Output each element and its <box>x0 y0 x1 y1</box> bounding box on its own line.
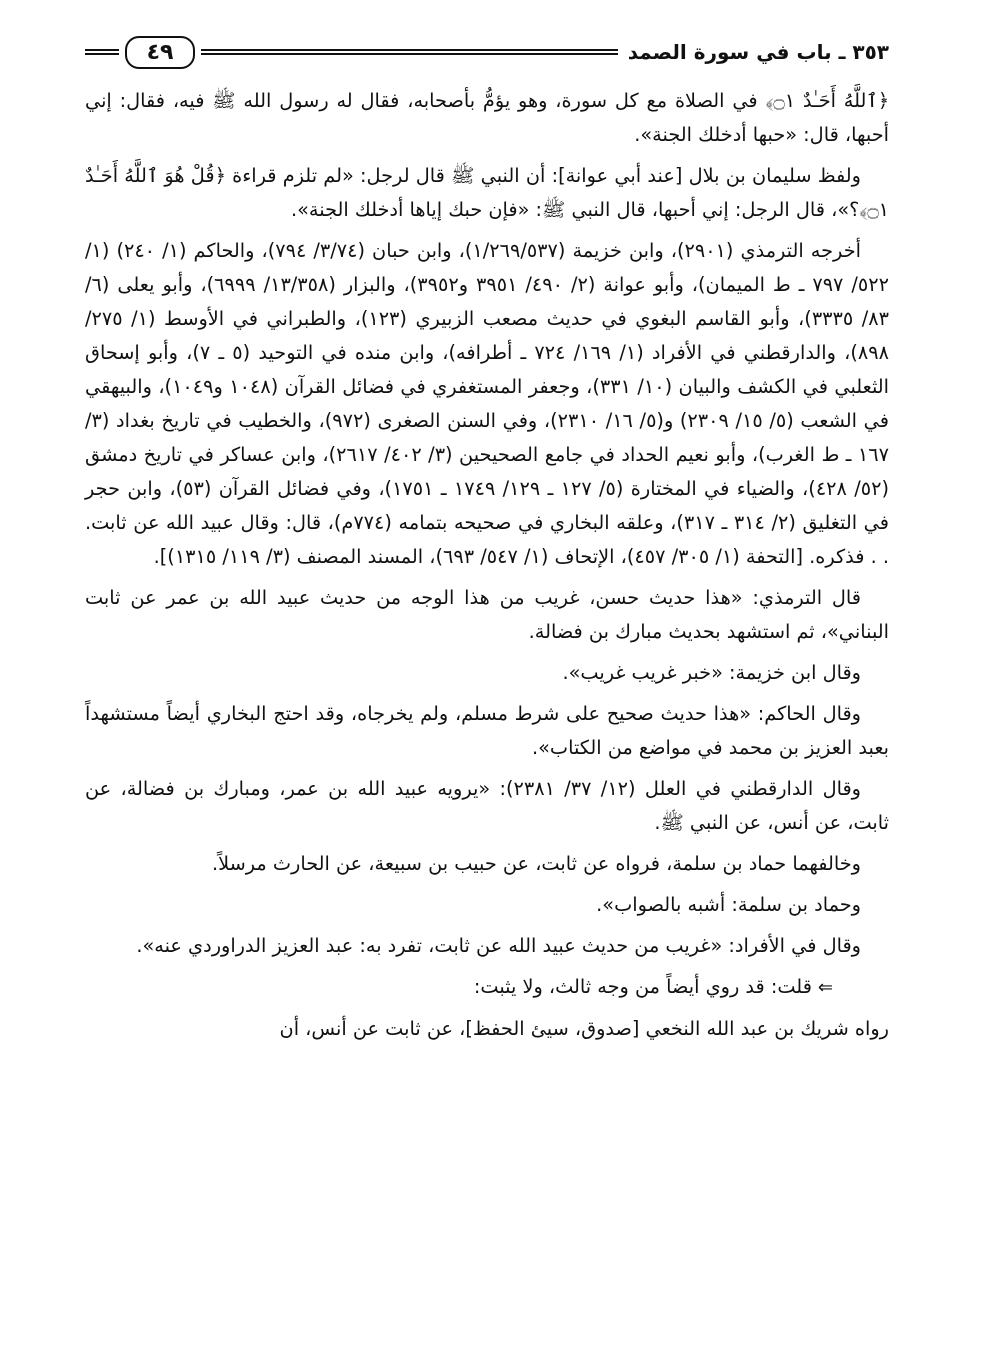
chapter-title: ٣٥٣ ـ باب في سورة الصمد <box>627 40 889 64</box>
page-number: ٤٩ <box>125 36 195 69</box>
paragraph: ولفظ سليمان بن بلال [عند أبي عوانة]: أن النبي ﷺ قال لرجل: «لم تلزم قراءة ﴿قُلْ هُوَ ٱللَّهُ أَحَـٰدٌ ۝١﴾؟»، قال الرجل: إني أحبها، قال النبي ﷺ: «فإن حبك إياها أدخلك الجنة». <box>85 164 889 221</box>
paragraph: وقال ابن خزيمة: «خبر غريب غريب». <box>562 661 861 684</box>
paragraph: أخرجه الترمذي (٢٩٠١)، وابن خزيمة (١/٢٦٩/٥٣٧)، وابن حبان (٣/٧٤/ ٧٩٤)، والحاكم (١/ ٢٤٠) (١/ ٥٢٢/ ٧٩٧ ـ ط الميمان)، وأبو عوانة (٢/ ٤٩٠/ ٣٩٥١ و٣٩٥٢)، والبزار (١٣/٣٥٨/ ٦٩٩٩)، وأبو يعلى (٦/ ٨٣/ ٣٣٣٥)، وأبو القاسم البغوي في حديث مصعب الزبيري (١٢٣)، والطبراني في الأوسط (١/ ٢٧٥/ ٨٩٨)، والدارقطني في الأفراد (١/ ١٦٩/ ٧٢٤ ـ أطرافه)، وابن منده في التوحيد (٥ ـ ٧)، وأبو إسحاق الثعلبي في الكشف والبيان (١٠/ ٣٣١)، وجعفر المستغفري في فضائل القرآن (١٠٤٨ و١٠٤٩)، والبيهقي في الشعب (٥/ ١٥/ ٢٣٠٩) و(٥/ ١٦/ ٢٣١٠)، وفي السنن الصغرى (٩٧٢)، والخطيب في تاريخ بغداد (٣/ ١٦٧ ـ ط الغرب)، وأبو نعيم الحداد في جامع الصحيحين (٣/ ٤٠٢/ ٢٦١٧)، وابن عساكر في تاريخ دمشق (٥٢/ ٤٢٨)، والضياء في المختارة (٥/ ١٢٧ ـ ١٢٩/ ١٧٤٩ ـ ١٧٥١)، وفي فضائل القرآن (٥٣)، وابن حجر في التغليق (٢/ ٣١٤ ـ ٣١٧)، وعلقه البخاري في صحيحه بتمامه (٧٧٤م)، قال: وقال عبيد الله عن ثابت. . . فذكره. [التحفة (١/ ٣٠٥/ ٤٥٧)، الإتحاف (١/ ٥٤٧/ ٦٩٣)، المسند المصنف (٣/ ١١٩/ ١٣١٥)]. <box>85 239 890 568</box>
note-paragraph <box>85 970 889 1005</box>
header-rule-line <box>201 49 618 55</box>
paragraph-text: قلت: قد روي أيضاً من وجه ثالث، ولا يثبت: <box>473 975 812 998</box>
paragraph: وحماد بن سلمة: أشبه بالصواب». <box>596 893 861 916</box>
paragraph: ﴿ٱللَّهُ أَحَـٰدٌ ۝١﴾ في الصلاة مع كل سورة، وهو يؤمُّ بأصحابه، فقال له رسول الله ﷺ فيه، فقال: إني أحبها، قال: «حبها أدخلك الجنة». <box>85 89 889 146</box>
paragraph: وقال في الأفراد: «غريب من حديث عبيد الله عن ثابت، تفرد به: عبد العزيز الدراوردي عنه». <box>136 934 861 957</box>
paragraph: وقال الحاكم: «هذا حديث صحيح على شرط مسلم، ولم يخرجاه، وقد احتج البخاري أيضاً مستشهداً بعبد العزيز بن محمد في مواضع من الكتاب». <box>85 702 889 759</box>
page-header <box>85 28 889 76</box>
paragraph: وخالفهما حماد بن سلمة، فرواه عن ثابت، عن حبيب بن سبيعة، عن الحارث مرسلاً. <box>211 852 861 875</box>
paragraph: رواه شريك بن عبد الله النخعي [صدوق، سيئ الحفظ]، عن ثابت عن أنس، أن <box>279 1017 889 1040</box>
note-marker-icon: ⇐ <box>817 977 833 998</box>
header-rule-line-short <box>85 49 119 55</box>
paragraph: وقال الدارقطني في العلل (١٢/ ٣٧/ ٢٣٨١): «يرويه عبيد الله بن عمر، ومبارك بن فضالة، عن ثابت، عن أنس، عن النبي ﷺ. <box>85 777 889 834</box>
paragraph: قال الترمذي: «هذا حديث حسن، غريب من هذا الوجه من حديث عبيد الله بن عمر عن ثابت البناني»، ثم استشهد بحديث مبارك بن فضالة. <box>85 586 889 643</box>
header-rule <box>85 36 618 69</box>
page-body <box>85 84 889 1046</box>
